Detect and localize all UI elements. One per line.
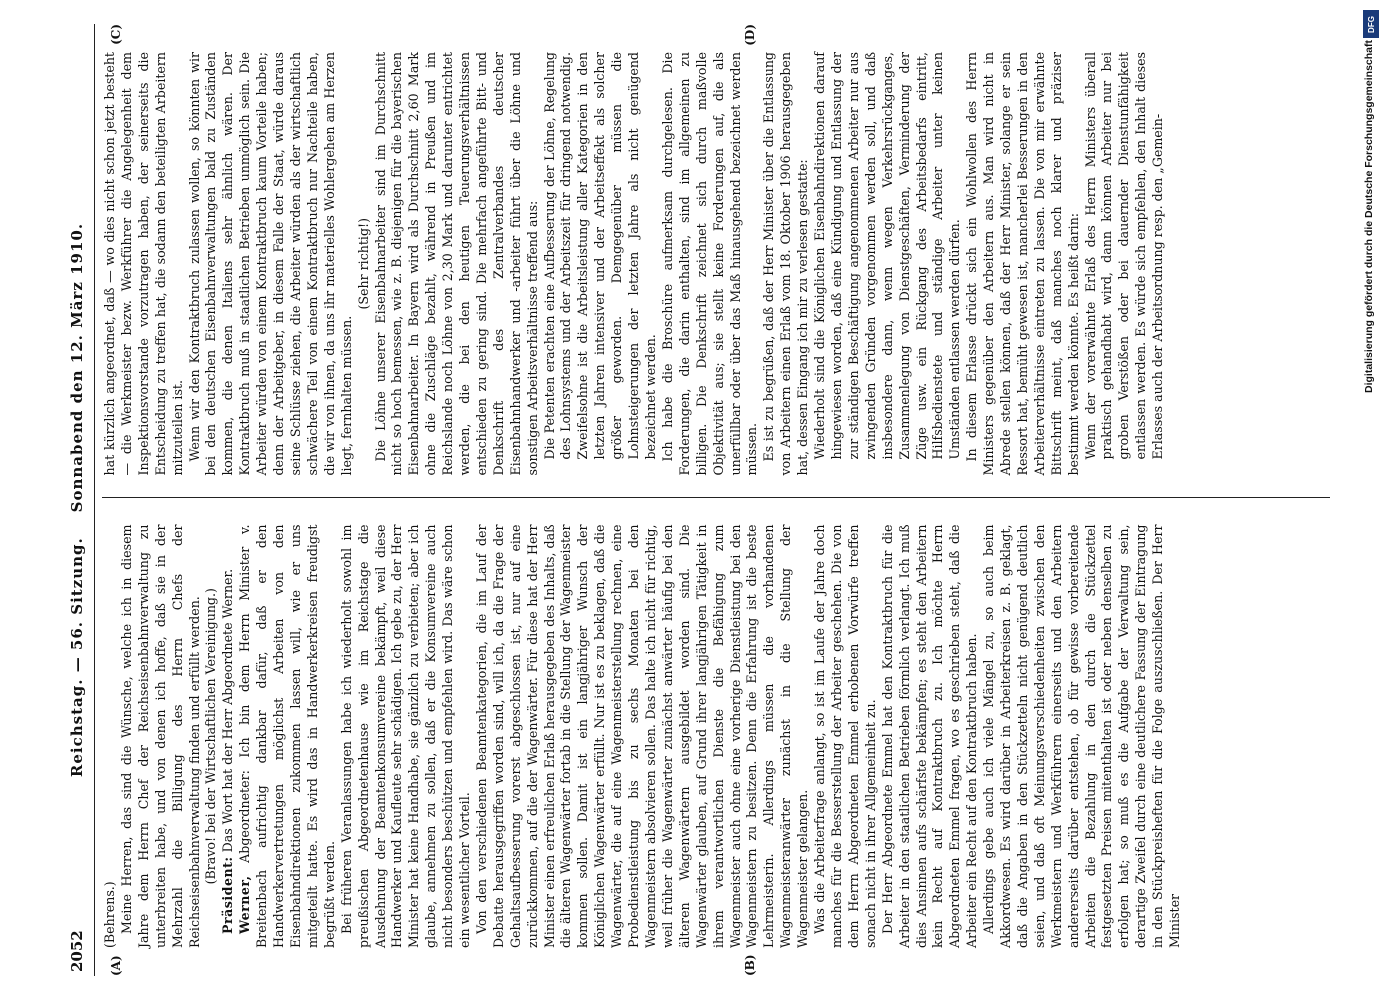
paragraph: Meine Herren, das sind die Wünsche, welche ich in diesem Jahre dem Herrn Chef der Reichseisenbahnverwaltung zu unterbreiten habe, und von denen ich hoffe, daß sie in der Mehrzahl die Billigung des Herrn Chefs der Reichseisenbahnverwaltung finden und erfüllt werden. xyxy=(118,524,202,948)
quoted-passage: Wenn der vorerwähnte Erlaß des Herrn Ministers überall praktisch gehandhabt wird, dann können Arbeiter nur bei groben Verstößen oder bei dauernder Dienstunfähigkeit entlassen werden. Es würde sich empfehlen, den Inhalt dieses Erlasses auch der Arbeitsordnung resp. den „Gemein- xyxy=(1082,52,1166,460)
speaker-name: Präsident: xyxy=(220,856,236,934)
paragraph: Es ist zu begrüßen, daß der Herr Minister über die Entlassung von Arbeitern einen Erlaß vom 18. Oktober 1906 herausgegeben hat, dessen Eingang ich mir zu verlesen gestatte: xyxy=(761,52,811,476)
paragraph: Der Herr Abgeordnete Emmel hat den Kontraktbruch für die Arbeiter in den staatlichen Betrieben förmlich verlangt. Ich muß dies Ansinnen aufs schärfste bekämpfen; es steht den Arbeitern kein Recht auf Kontraktbruch zu. Ich möchte Herrn Abgeordneten Emmel fragen, wo es geschrieben steht, daß die Arbeiter ein Recht auf den Kontraktbruch haben. xyxy=(879,524,980,948)
page-number: 2052 xyxy=(68,930,86,972)
paragraph: Die Löhne unserer Eisenbahnarbeiter sind im Durchschnitt nicht so hoch bemessen, wie z. B. diejenigen für die bayerischen Eisenbahnarbeiter. In Bayern wird als Durchschnitt 2,60 Mark ohne die Zuschläge bezahlt, während in Preußen und im Reichslande noch Löhne von 2,30 Mark und darunter entrichtet werden, die bei den heutigen Teuerungsverhältnissen entschieden zu gering sind. Die mehrfach angeführte Bitt- und Denkschrift des Zentralverbandes deutscher Eisenbahnhandwerker und -arbeiter führt über die Löhne und sonstigen Arbeitsverhältnisse treffend aus: xyxy=(372,52,540,476)
dfg-logo xyxy=(1363,10,1379,38)
quoted-passage: Wiederholt sind die Königlichen Eisenbahndirektionen darauf hingewiesen worden, daß eine Kündigung und Entlassung der zur ständigen Beschäftigung angenommenen Arbeiter nur aus zwingenden Gründen vorgenommen werden soll, und daß insbesondere dann, wenn wegen Verkehrsrückganges, Zusammenlegung von Dienstgeschäften, Verminderung der Züge usw. ein Rückgang des Arbeitsbedarfs eintritt, Hilfsbedienstete und ständige Arbeiter unter keinen Umständen entlassen werden dürfen. xyxy=(812,52,963,460)
paragraph: Ich habe die Broschüre aufmerksam durchgelesen. Die Forderungen, die darin enthalten, sind im allgemeinen zu billigen. Die Denkschrift zeichnet sich durch maßvolle Objektivität aus; sie stellt keine Forderungen auf, die als unerfüllbar oder über das Maß hinausgehend bezeichnet werden müssen. xyxy=(659,52,760,476)
paragraph: (Behrens.) xyxy=(102,881,117,948)
paragraph: Wenn wir den Kontraktbruch zulassen wollen, so könnten wir bei den deutschen Eisenbahnverwaltungen bald zu Zuständen kommen, die denen Italiens sehr ähnlich wären. Der Kontraktbruch muß in staatlichen Betrieben unmöglich sein. Die Arbeiter würden von einem Kontraktbruch kaum Vorteile haben; denn der Arbeitgeber, in diesem Falle der Staat, würde daraus seine Schlüsse ziehen, die Arbeiter würden als der wirtschaftlich schwächere Teil von einem Kontraktbruch nur Nachteile haben, die wir von ihnen, da uns ihr materielles Wohlergehen am Herzen liegt, fernhalten müssen. xyxy=(186,52,354,476)
margin-marker-b: (B) xyxy=(743,954,757,976)
running-title xyxy=(68,24,86,976)
session-title: Reichstag. — 56. Sitzung. xyxy=(68,537,86,778)
page-header xyxy=(60,24,95,976)
interjection: (Bravo! bei der Wirtschaftlichen Vereinigung.) xyxy=(203,588,219,885)
speaker-paragraph xyxy=(237,525,338,949)
logo-text: DFG xyxy=(1366,15,1376,33)
digitization-credit xyxy=(1361,0,1377,1000)
speaker-name: Werner, xyxy=(237,875,253,934)
paragraph: Von den verschiedenen Beamtenkategorien, die im Lauf der Debatte herausgegriffen worden sind, will ich, da die Frage der Gehaltsaufbesserung vorerst abgeschlossen ist, nur auf eine zurückkommen, auf die der Wagenwärter. Für diese hat der Herr Minister einen erfreulichen Erlaß herausgegeben des Inhalts, daß die älteren Wagenwärter fortab in die Stellung der Wagenmeister kommen sollen. Damit ist ein langjähriger Wunsch der Königlichen Wagenwärter erfüllt. Nur ist es zu beklagen, daß die Wagenwärter, die auf eine Wagenmeisterstellung rechnen, eine Probedienstleistung bis zu sechs Monaten bei den Wagenmeistern absolvieren sollen. Das halte ich nicht für richtig, weil früher die Wagenwärter zunächst anwärter häufig bei den älteren Wagenwärtern ausgebildet worden sind. Die Wagenwärter glauben, auf Grund ihrer langjährigen Tätigkeit in ihrem verantwortlichen Dienste die Befähigung zum Wagenmeister auch ohne eine vorherige Dienstleistung bei den Wagenmeistern zu besitzen. Denn die Erfahrung ist die beste Lehrmeisterin. Allerdings müssen die vorhandenen Wagenmeisteranwärter zunächst in die Stellung der Wagenmeister gelangen. xyxy=(473,524,811,948)
paragraph: Was die Arbeiterfrage anlangt, so ist im Laufe der Jahre doch manches für die Besserstellung der Arbeiter geschehen. Die von dem Herrn Abgeordneten Emmel erhobenen Vorwürfe treffen sonach nicht in ihrer Allgemeinheit zu. xyxy=(812,524,878,948)
paragraph: Allerdings gebe auch ich viele Mängel zu, so auch beim Akkordwesen. Es wird darüber in Arbeiterkreisen z. B. geklagt, daß die Angaben in den Stückzetteln nicht genügend deutlich seien, und daß oft Meinungsverschiedenheiten zwischen den Werkmeistern und Werkführern einerseits und den Arbeitern andererseits darüber entstehen, ob für gewisse vorbereitende Arbeiten die Bezahlung in den durch die Stückzettel festgesetzten Preisen mitenthalten ist oder neben denselben zu erfolgen hat; so muß es die Aufgabe der Verwaltung sein, derartige Zweifel durch eine deutlichere Fassung der Eintragung in den Stückpreisheften für die Folge auszuschließen. Der Herr Minister xyxy=(981,524,1183,948)
credit-text: Digitalisierung gefördert durch die Deutsche Forschungsgemeinschaft xyxy=(1363,40,1375,393)
session-date: Sonnabend den 12. März 1910. xyxy=(68,222,86,513)
paragraph: Bei früheren Veranlassungen habe ich wiederholt sowohl im preußischen Abgeordnetenhause wie im Reichstage die Ausdehnung der Beamtenkonsumvereine bekämpft, weil diese Handwerker und Kaufleute sehr schädigen. Ich gebe zu, der Herr Minister hat keine Handhabe, sie gänzlich zu verbieten; aber ich glaube, annehmen zu sollen, daß er die Konsumvereine auch nicht besonders beschützen und empfehlen wird. Das wäre schon ein wesentlicher Vorteil. xyxy=(338,524,473,948)
speaker-text: Das Wort hat der Herr Abgeordnete Werner. xyxy=(220,568,236,853)
speaker-paragraph xyxy=(220,525,237,949)
left-column xyxy=(102,499,1330,977)
rotated-page xyxy=(40,0,1340,1000)
quoted-passage: Die Petenten erachten eine Aufbesserung der Löhne, Regelung des Lohnsystems und der Arbeitszeit für dringend notwendig. Zweifelsohne ist die Arbeitsleistung aller Kategorien in den letzten Jahren intensiver und der Arbeitseffekt als solcher größer geworden. Demgegenüber müssen die Lohnsteigerungen der letzten Jahre als nicht genügend bezeichnet werden. xyxy=(541,52,658,460)
paragraph: In diesem Erlasse drückt sich ein Wohlwollen des Herrn Ministers gegenüber den Arbeitern aus. Man wird nicht in Abrede stellen können, daß der Herr Minister, solange er sein Ressort hat, bemüht gewesen ist, mancherlei Besserungen in den Arbeiterverhältnisse eintreten zu lassen. Die von mir erwähnte Bittschrift meint, daß manches noch klarer und präziser bestimmt werden könnte. Es heißt darin: xyxy=(964,52,1081,476)
paragraph: hat kürzlich angeordnet, daß — wo dies nicht schon jetzt besteht — die Werkmeister bezw. Werkführer die Angelegenheit dem Inspektionsvorstande vorzutragen haben, der seinerseits die Entscheidung zu treffen hat, die sodann den beteiligten Arbeitern mitzuteilen ist. xyxy=(102,52,185,476)
speaker-text: Abgeordneter: Ich bin dem Herrn Minister v. Breitenbach aufrichtig dankbar dafür, daß er den Handwerkervertretungen möglichst Arbeiten von den Eisenbahndirektionen zukommen lassen will, wie er uns mitgeteilt hatte. Es wird das in Handwerkerkreisen freudigst begrüßt werden. xyxy=(237,524,337,948)
text-columns xyxy=(102,24,1330,976)
interjection: (Sehr richtig!) xyxy=(355,218,371,310)
margin-marker-a: (A) xyxy=(109,955,123,976)
right-column xyxy=(102,24,1330,499)
margin-marker-c: (C) xyxy=(109,24,123,45)
margin-marker-d: (D) xyxy=(743,24,757,46)
